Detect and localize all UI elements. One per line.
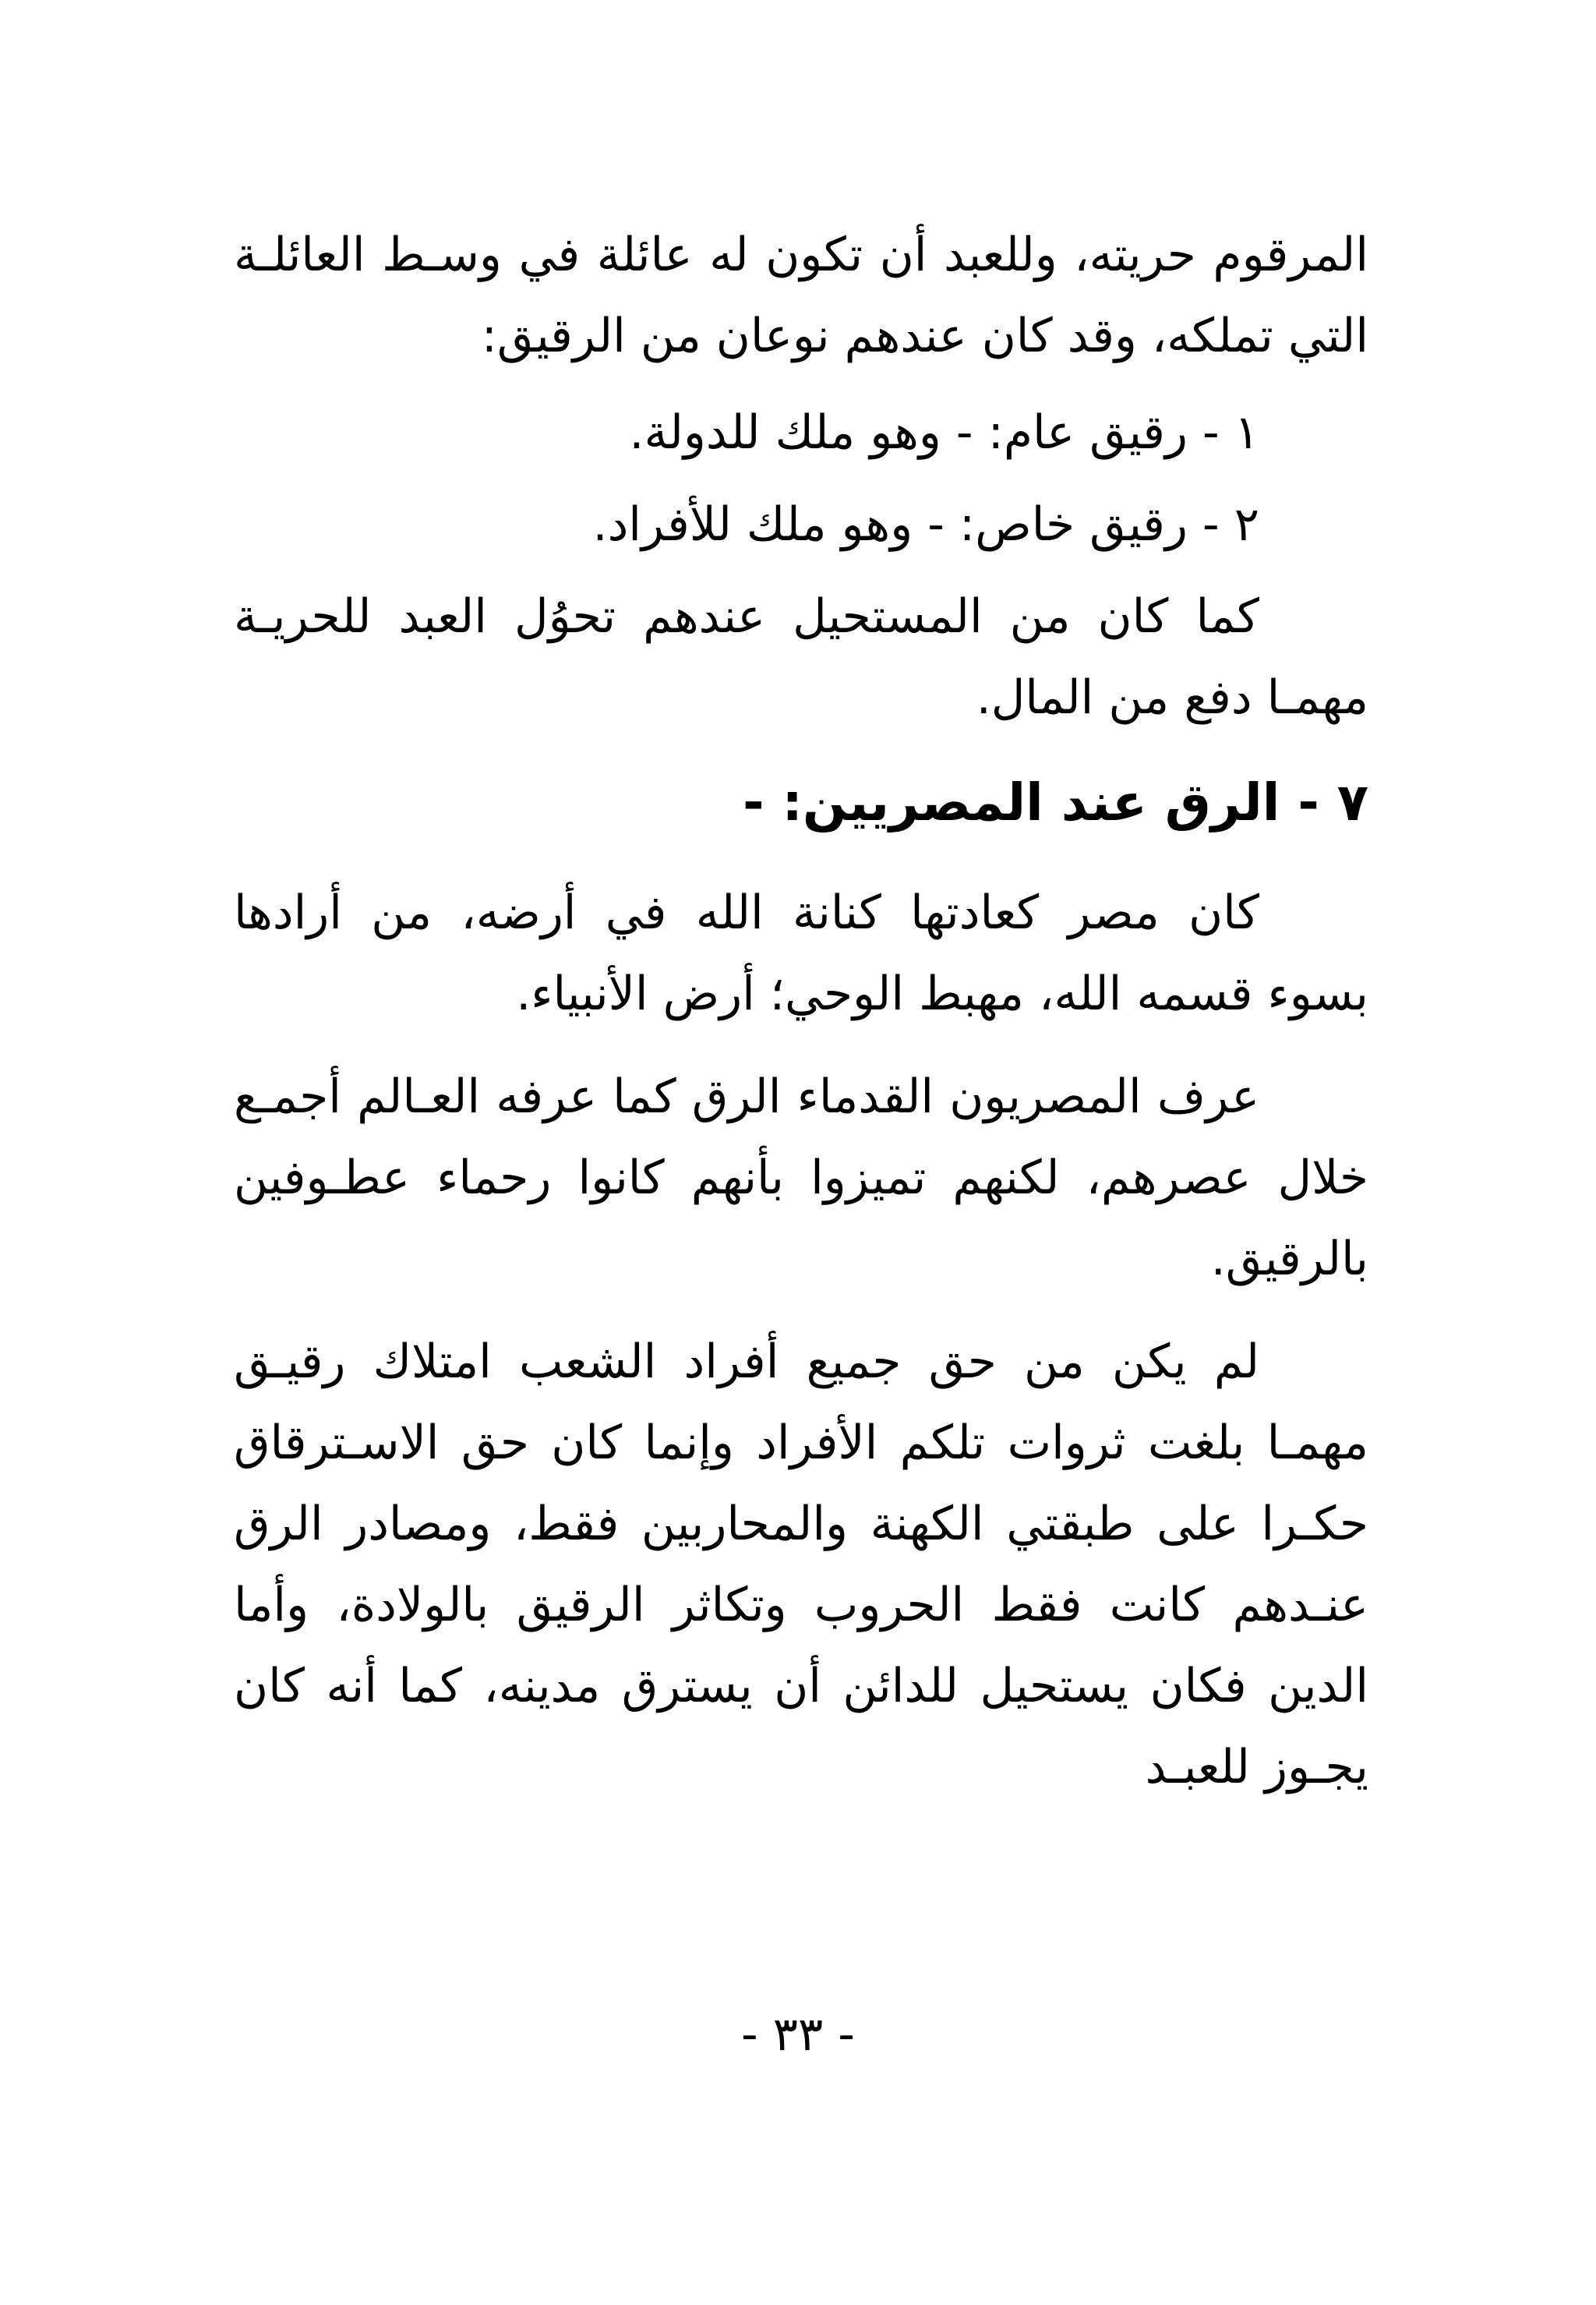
body-text	[234, 214, 1368, 1830]
paragraph-ancient-egyptians: عرف المصريون القدماء الرق كما عرفه العـالم أجمـع خلال عصرهم، لكنهم تميزوا بأنهم كانوا رحماء عطـوفين بالرقيق.	[234, 1069, 1368, 1286]
section-heading: ٧ - الرق عند المصريين: -	[743, 772, 1368, 833]
page-number: - ٣٣ -	[741, 2007, 855, 2062]
list-item-public-slaves: ١ - رقيق عام: - وهو ملك للدولة.	[629, 405, 1259, 460]
paragraph-egypt: كان مصر كعادتها كنانة الله في أرضه، من أرادها بسوء قسمه الله، مهبط الوحي؛ أرض الأنبياء.	[234, 886, 1368, 1021]
paragraph-ownership-rights: لم يكن من حق جميع أفراد الشعب امتلاك رقيـق مهمـا بلغت ثروات تلكم الأفراد وإنما كان حق الاسـترقاق حكـرا على طبقتي الكهنة والمحاربين فقط، ومصادر الرق عنـدهم كانت فقط الحروب وتكاثر الرقيق بالولادة، وأما الدين فكان يستحيل للدائن أن يسترق مدينه، كما أنه كان يجـوز للعبـد	[234, 1335, 1368, 1794]
paragraph-freedom: كما كان من المستحيل عندهم تحوُل العبد للحريـة مهمـا دفع من المال.	[234, 589, 1368, 725]
list-item-private-slaves: ٢ - رقيق خاص: - وهو ملك للأفراد.	[592, 497, 1259, 552]
paragraph-continuation: المرقوم حريته، وللعبد أن تكون له عائلة في وسـط العائلـة التي تملكه، وقد كان عندهم نوعان من الرقيق:	[234, 228, 1368, 363]
